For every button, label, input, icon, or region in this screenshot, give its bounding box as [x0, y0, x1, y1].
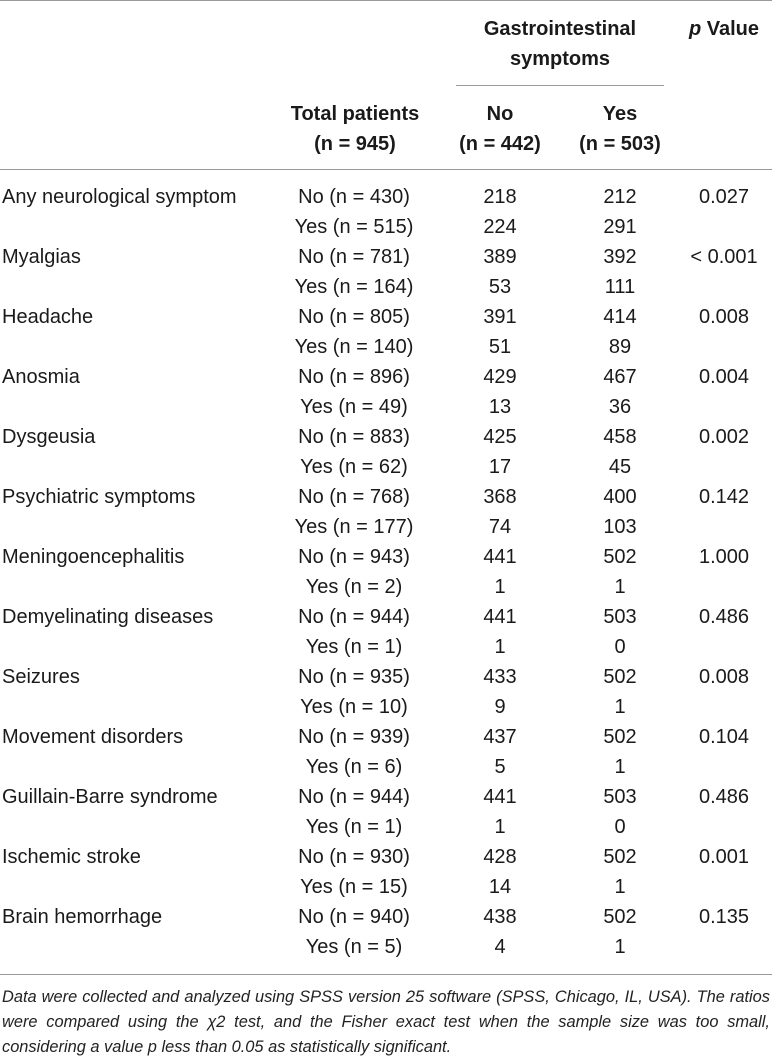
- row-group: No (n = 944): [298, 786, 410, 808]
- row-group: Yes (n = 1): [305, 636, 403, 658]
- table-row: [0, 572, 772, 602]
- row-p-value: 1.000: [698, 546, 750, 568]
- row-label: Guillain-Barre syndrome: [2, 786, 218, 808]
- row-p-value: 0.001: [698, 846, 750, 868]
- row-p-value: < 0.001: [690, 246, 758, 268]
- no-header-line1: No: [486, 103, 514, 125]
- total-header-line1: Total patients: [290, 103, 420, 125]
- row-gi-yes: 467: [603, 366, 637, 388]
- yes-header-line1: Yes: [602, 103, 638, 125]
- row-gi-no: 51: [488, 336, 512, 358]
- row-label: Brain hemorrhage: [2, 906, 163, 928]
- row-gi-no: 53: [488, 276, 512, 298]
- row-label: Any neurological symptom: [2, 186, 237, 208]
- row-group: Yes (n = 49): [300, 396, 408, 418]
- row-p-value: 0.027: [698, 186, 750, 208]
- row-gi-yes: 502: [603, 726, 637, 748]
- table-row: [0, 182, 772, 212]
- row-label: Ischemic stroke: [2, 846, 141, 868]
- row-gi-no: 14: [488, 876, 512, 898]
- row-p-value: 0.004: [698, 366, 750, 388]
- p-value-header-p: p: [688, 18, 702, 40]
- row-gi-yes: 502: [603, 846, 637, 868]
- row-group: No (n = 430): [298, 186, 410, 208]
- row-gi-no: 438: [483, 906, 517, 928]
- row-p-value: 0.135: [698, 906, 750, 928]
- row-group: No (n = 883): [298, 426, 410, 448]
- row-gi-yes: 502: [603, 906, 637, 928]
- table-row: [0, 482, 772, 512]
- table-row: [0, 362, 772, 392]
- row-p-value: 0.002: [698, 426, 750, 448]
- row-group: No (n = 940): [298, 906, 410, 928]
- row-gi-yes: 1: [614, 696, 626, 718]
- row-label: Demyelinating diseases: [2, 606, 214, 628]
- table-row: [0, 512, 772, 542]
- row-gi-no: 425: [483, 426, 517, 448]
- row-gi-no: 437: [483, 726, 517, 748]
- row-p-value: 0.486: [698, 606, 750, 628]
- row-gi-yes: 503: [603, 786, 637, 808]
- row-gi-no: 1: [494, 576, 506, 598]
- row-label: Myalgias: [2, 246, 81, 268]
- table-row: [0, 602, 772, 632]
- table-row: [0, 242, 772, 272]
- table-row: [0, 752, 772, 782]
- row-gi-no: 74: [488, 516, 512, 538]
- table-row: [0, 392, 772, 422]
- total-patients-header: [270, 99, 440, 159]
- gastrointestinal-symptoms-header: [456, 14, 664, 74]
- table-row: [0, 932, 772, 962]
- table-row: [0, 662, 772, 692]
- table-row: [0, 812, 772, 842]
- row-gi-no: 9: [494, 696, 506, 718]
- gi-subheader-rule: [456, 85, 664, 86]
- total-header-line2: (n = 945): [314, 133, 396, 155]
- table-body: [0, 182, 772, 962]
- row-p-value: 0.486: [698, 786, 750, 808]
- gi-yes-header: [566, 99, 674, 159]
- table-row: [0, 302, 772, 332]
- row-gi-yes: 1: [614, 936, 626, 958]
- row-group: No (n = 930): [298, 846, 410, 868]
- row-gi-no: 1: [494, 636, 506, 658]
- row-gi-yes: 414: [603, 306, 637, 328]
- row-group: Yes (n = 6): [305, 756, 403, 778]
- row-p-value: 0.104: [698, 726, 750, 748]
- row-group: Yes (n = 5): [305, 936, 403, 958]
- row-gi-yes: 1: [614, 876, 626, 898]
- row-gi-no: 428: [483, 846, 517, 868]
- table-row: [0, 722, 772, 752]
- row-p-value: 0.142: [698, 486, 750, 508]
- row-label: Movement disorders: [2, 726, 184, 748]
- row-gi-yes: 103: [603, 516, 637, 538]
- row-group: Yes (n = 2): [305, 576, 403, 598]
- row-gi-no: 389: [483, 246, 517, 268]
- table-row: [0, 782, 772, 812]
- row-gi-yes: 1: [614, 756, 626, 778]
- row-gi-yes: 0: [614, 816, 626, 838]
- row-gi-yes: 111: [604, 276, 636, 298]
- header-bottom-rule: [0, 169, 772, 170]
- row-gi-no: 368: [483, 486, 517, 508]
- row-gi-no: 224: [483, 216, 517, 238]
- row-group: No (n = 805): [298, 306, 410, 328]
- row-gi-no: 391: [483, 306, 517, 328]
- row-gi-no: 441: [483, 546, 517, 568]
- row-gi-yes: 458: [603, 426, 637, 448]
- row-gi-yes: 36: [608, 396, 632, 418]
- row-label: Psychiatric symptoms: [2, 486, 196, 508]
- yes-header-line2: (n = 503): [579, 133, 661, 155]
- row-gi-yes: 0: [614, 636, 626, 658]
- gi-header-line2: symptoms: [509, 48, 611, 70]
- table-row: [0, 332, 772, 362]
- row-gi-no: 17: [488, 456, 512, 478]
- row-label: Headache: [2, 306, 94, 328]
- row-group: Yes (n = 15): [300, 876, 408, 898]
- p-value-header: [676, 14, 772, 44]
- row-gi-no: 13: [488, 396, 512, 418]
- row-group: No (n = 943): [298, 546, 410, 568]
- table-row: [0, 272, 772, 302]
- row-group: Yes (n = 177): [294, 516, 414, 538]
- table-row: [0, 872, 772, 902]
- table-bottom-rule: [0, 974, 772, 975]
- table-row: [0, 842, 772, 872]
- table-row: [0, 422, 772, 452]
- row-gi-yes: 502: [603, 546, 637, 568]
- row-label: Dysgeusia: [2, 426, 96, 448]
- row-group: No (n = 768): [298, 486, 410, 508]
- row-group: Yes (n = 140): [294, 336, 414, 358]
- row-label: Meningoencephalitis: [2, 546, 185, 568]
- table-row: [0, 212, 772, 242]
- row-gi-yes: 291: [603, 216, 637, 238]
- row-group: Yes (n = 515): [294, 216, 414, 238]
- row-group: No (n = 939): [298, 726, 410, 748]
- no-header-line2: (n = 442): [459, 133, 541, 155]
- table-row: [0, 632, 772, 662]
- row-label: Anosmia: [2, 366, 80, 388]
- row-group: Yes (n = 10): [300, 696, 408, 718]
- row-p-value: 0.008: [698, 306, 750, 328]
- row-gi-yes: 400: [603, 486, 637, 508]
- table-row: [0, 452, 772, 482]
- row-group: No (n = 935): [298, 666, 410, 688]
- p-value-header-rest: Value: [701, 18, 760, 40]
- row-gi-yes: 45: [608, 456, 632, 478]
- row-group: Yes (n = 164): [294, 276, 414, 298]
- row-gi-no: 441: [483, 786, 517, 808]
- row-gi-no: 429: [483, 366, 517, 388]
- gi-header-line1: Gastrointestinal: [483, 18, 637, 40]
- row-group: No (n = 781): [298, 246, 410, 268]
- row-label: Seizures: [2, 666, 80, 688]
- row-group: Yes (n = 62): [300, 456, 408, 478]
- table-row: [0, 902, 772, 932]
- table-footnote: Data were collected and analyzed using SPSS version 25 software (SPSS, Chicago, IL, USA). The ratios were compared using the χ2 test, and the Fisher exact test when the sample size was too small, considering a value p less than 0.05 as statistically significant.: [2, 988, 770, 1056]
- row-gi-yes: 503: [603, 606, 637, 628]
- row-p-value: 0.008: [698, 666, 750, 688]
- row-gi-no: 433: [483, 666, 517, 688]
- row-gi-no: 218: [483, 186, 517, 208]
- row-gi-yes: 212: [603, 186, 637, 208]
- row-gi-yes: 1: [614, 576, 626, 598]
- row-gi-no: 1: [494, 816, 506, 838]
- row-gi-no: 441: [483, 606, 517, 628]
- row-gi-no: 4: [494, 936, 506, 958]
- table-top-rule: [0, 0, 772, 1]
- gi-no-header: [446, 99, 554, 159]
- row-gi-yes: 392: [603, 246, 637, 268]
- row-gi-no: 5: [494, 756, 506, 778]
- row-group: No (n = 896): [298, 366, 410, 388]
- row-gi-yes: 502: [603, 666, 637, 688]
- row-group: No (n = 944): [298, 606, 410, 628]
- row-gi-yes: 89: [608, 336, 632, 358]
- table-row: [0, 542, 772, 572]
- table-row: [0, 692, 772, 722]
- row-group: Yes (n = 1): [305, 816, 403, 838]
